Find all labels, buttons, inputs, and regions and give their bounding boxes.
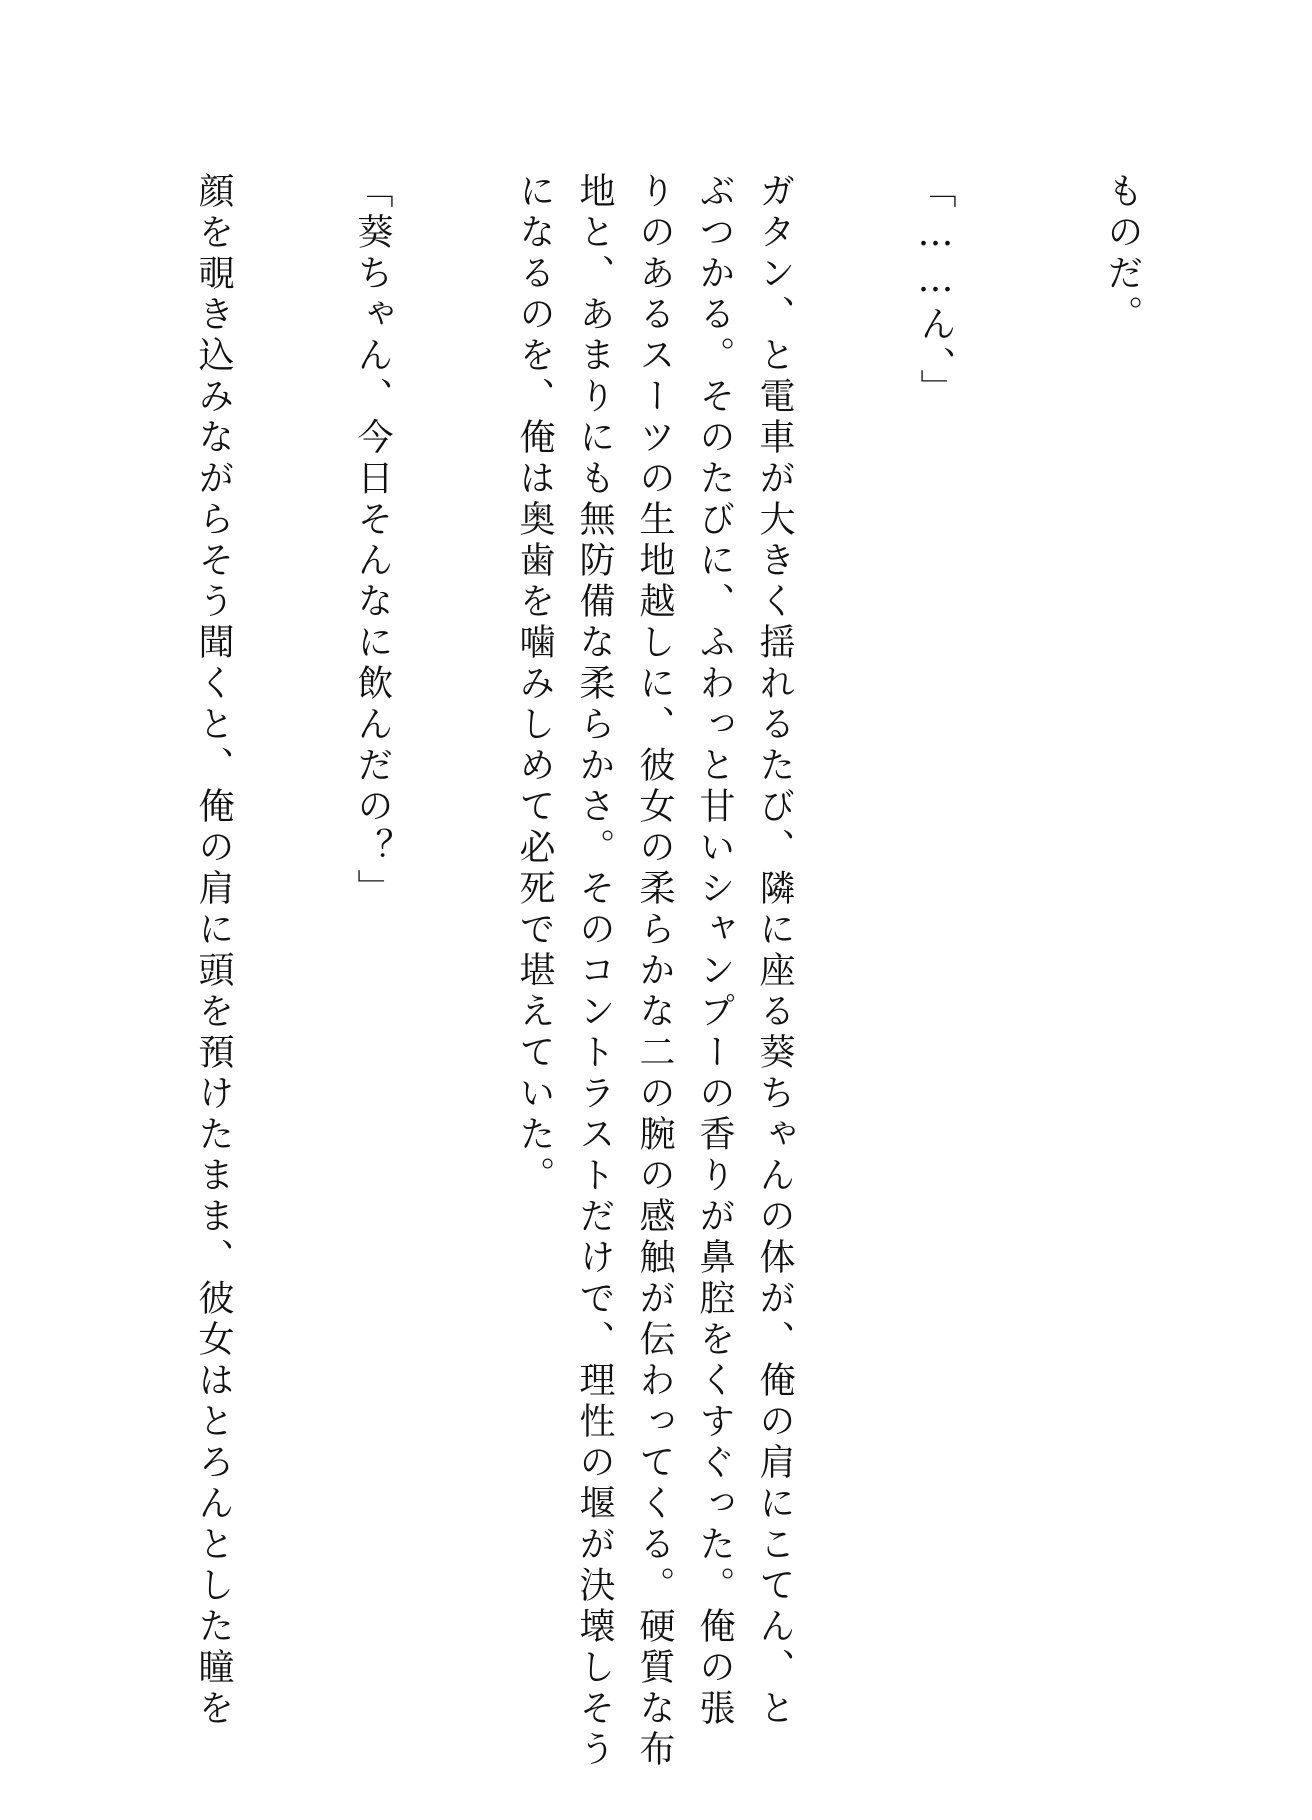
text-column-8: 「葵ちゃん、今日そんなに飲んだの？」 — [352, 172, 393, 910]
text-column-1: ものだ。 — [1102, 172, 1143, 336]
text-column-3: ガタン、と電車が大きく揺れるたび、隣に座る葵ちゃんの体が、俺の肩にこてん、と — [754, 172, 795, 1730]
text-column-7: になるのを、俺は奥歯を噛みしめて必死で堪えていた。 — [514, 172, 555, 1197]
text-column-5: りのあるスーツの生地越しに、彼女の柔らかな二の腕の感触が伝わってくる。硬質な布 — [634, 172, 675, 1771]
text-column-4: ぶつかる。そのたびに、ふわっと甘いシャンプーの香りが鼻腔をくすぐった。俺の張 — [694, 172, 735, 1730]
text-column-9: 顔を覗き込みながらそう聞くと、俺の肩に頭を預けたまま、彼女はとろんとした瞳を — [193, 172, 234, 1730]
text-column-2: 「……ん、」 — [915, 172, 956, 410]
text-column-6: 地と、あまりにも無防備な柔らかさ。そのコントラストだけで、理性の堰が決壊しそう — [574, 172, 615, 1771]
